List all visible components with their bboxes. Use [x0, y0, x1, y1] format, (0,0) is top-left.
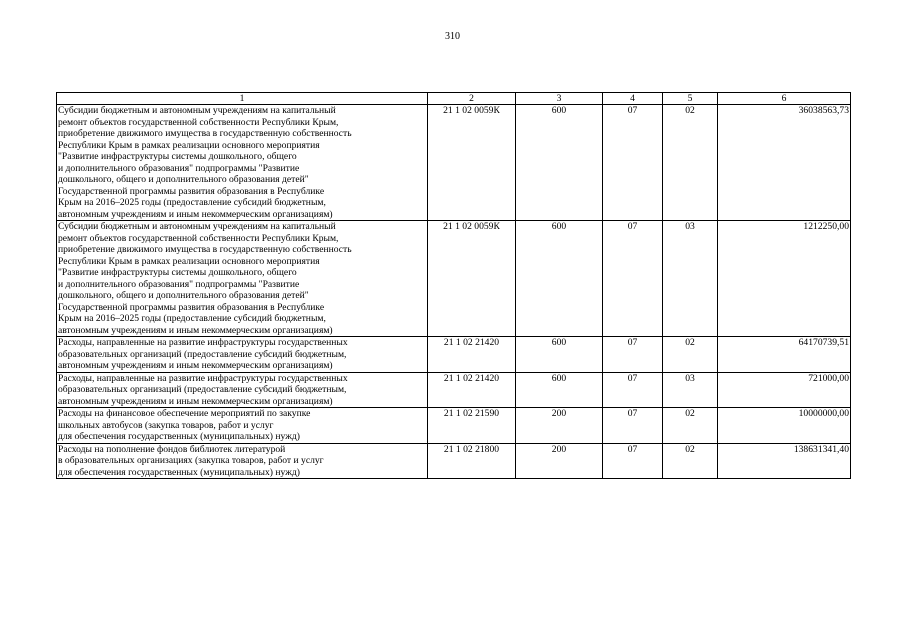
description-line: "Развитие инфраструктуры системы дошкольного, общего [58, 151, 297, 162]
row-section: 07 [627, 372, 638, 384]
row-subsection: 03 [685, 372, 695, 384]
row-section-cell [603, 372, 663, 408]
description-line: Крым на 2016–2025 годы (предоставление субсидий бюджетным, [58, 313, 326, 324]
column-header-2: 2 [428, 93, 516, 105]
row-section: 07 [627, 337, 638, 348]
row-description [57, 372, 428, 408]
row-expense-type-cell [516, 408, 603, 444]
description-line: Государственной программы развития образования в Республике [58, 185, 325, 197]
table-row [57, 105, 851, 221]
row-amount: 36038563,73 [718, 105, 851, 221]
row-subsection: 03 [685, 221, 695, 232]
row-code: 21 1 02 21420 [443, 372, 500, 384]
description-line: Субсидии бюджетным и автономным учреждениям на капитальный [58, 221, 336, 232]
row-subsection-cell [663, 408, 718, 444]
row-section-cell [603, 221, 663, 337]
description-line: дошкольного, общего и дополнительного образования детей" [58, 174, 309, 185]
description-line: Государственной программы развития образования в Республике [58, 301, 325, 313]
budget-table [56, 92, 851, 479]
table-row [57, 337, 851, 373]
row-code: 21 1 02 21590 [443, 408, 500, 419]
row-subsection-cell [663, 443, 718, 479]
description-line: "Развитие инфраструктуры системы дошкольного, общего [58, 267, 297, 278]
row-description [57, 221, 428, 337]
description-line: и дополнительного образования" подпрограммы "Развитие [58, 162, 300, 174]
description-line: автономным учреждениям и иным некоммерческим организациям) [58, 208, 333, 220]
row-description [57, 443, 428, 479]
row-code: 21 1 02 0059К [443, 105, 500, 116]
row-code: 21 1 02 21800 [443, 443, 500, 455]
row-expense-type-cell [516, 443, 603, 479]
row-code-cell [428, 372, 516, 408]
column-header-3: 3 [516, 93, 603, 105]
description-line: автономным учреждениям и иным некоммерческим организациям) [58, 360, 333, 371]
row-subsection-cell [663, 105, 718, 221]
row-code: 21 1 02 21420 [443, 337, 500, 348]
table-header [57, 93, 851, 105]
description-line: Расходы на пополнение фондов библиотек литературой [58, 443, 286, 455]
row-expense-type: 600 [551, 105, 567, 116]
description-line: в образовательных организациях (закупка товаров, работ и услуг [58, 455, 324, 466]
row-expense-type-cell [516, 105, 603, 221]
column-header-1: 1 [57, 93, 428, 105]
column-header-5: 5 [663, 93, 718, 105]
table-body [57, 105, 851, 479]
row-section-cell [603, 337, 663, 373]
description-line: Расходы на финансовое обеспечение мероприятий по закупке [58, 408, 311, 419]
row-code: 21 1 02 0059К [443, 221, 500, 232]
description-line: школьных автобусов (закупка товаров, работ и услуг [58, 419, 274, 431]
row-expense-type-cell [516, 337, 603, 373]
description-line: автономным учреждениям и иным некоммерческим организациям) [58, 395, 333, 407]
description-line: автономным учреждениям и иным некоммерческим организациям) [58, 324, 333, 336]
column-header-4: 4 [603, 93, 663, 105]
column-header-6: 6 [718, 93, 851, 105]
description-line: и дополнительного образования" подпрограммы "Развитие [58, 278, 300, 290]
row-amount: 721000,00 [718, 372, 851, 408]
header-row [57, 93, 851, 105]
description-line: образовательных организаций (предоставление субсидий бюджетным, [58, 348, 347, 360]
description-line: образовательных организаций (предоставление субсидий бюджетным, [58, 384, 347, 395]
description-line: дошкольного, общего и дополнительного образования детей" [58, 290, 309, 301]
row-amount: 64170739,51 [718, 337, 851, 373]
row-section-cell [603, 408, 663, 444]
row-subsection: 02 [685, 105, 695, 116]
row-expense-type: 600 [551, 221, 567, 232]
row-expense-type-cell [516, 221, 603, 337]
description-line: Расходы, направленные на развитие инфраструктуры государственных [58, 337, 348, 348]
row-section-cell [603, 443, 663, 479]
row-expense-type: 600 [551, 337, 567, 348]
row-code-cell [428, 337, 516, 373]
row-amount: 1212250,00 [718, 221, 851, 337]
description-line: Крым на 2016–2025 годы (предоставление субсидий бюджетным, [58, 197, 326, 208]
description-line: для обеспечения государственных (муниципальных) нужд) [58, 466, 300, 478]
description-line: ремонт объектов государственной собственности Республики Крым, [58, 232, 339, 244]
row-subsection-cell [663, 221, 718, 337]
row-subsection: 02 [685, 408, 695, 419]
description-line: Республики Крым в рамках реализации основного мероприятия [58, 255, 320, 267]
table-row [57, 221, 851, 337]
description-line: приобретение движимого имущества в государственную собственность [58, 128, 352, 139]
row-subsection-cell [663, 337, 718, 373]
description-line: Республики Крым в рамках реализации основного мероприятия [58, 139, 320, 151]
row-subsection: 02 [685, 443, 695, 455]
description-line: Расходы, направленные на развитие инфраструктуры государственных [58, 372, 348, 384]
row-expense-type-cell [516, 372, 603, 408]
description-line: приобретение движимого имущества в государственную собственность [58, 244, 352, 255]
row-section: 07 [627, 105, 638, 116]
row-description [57, 408, 428, 444]
row-description [57, 105, 428, 221]
row-amount: 10000000,00 [718, 408, 851, 444]
row-section-cell [603, 105, 663, 221]
row-expense-type: 600 [551, 372, 567, 384]
row-code-cell [428, 408, 516, 444]
row-expense-type: 200 [551, 443, 567, 455]
row-code-cell [428, 105, 516, 221]
row-subsection-cell [663, 372, 718, 408]
row-amount: 138631341,40 [718, 443, 851, 479]
row-section: 07 [627, 443, 638, 455]
row-code-cell [428, 443, 516, 479]
description-line: ремонт объектов государственной собственности Республики Крым, [58, 116, 339, 128]
table-row [57, 408, 851, 444]
description-line: Субсидии бюджетным и автономным учреждениям на капитальный [58, 105, 336, 116]
description-line: для обеспечения государственных (муниципальных) нужд) [58, 431, 300, 442]
page-number: 310 [445, 31, 460, 42]
table-row [57, 372, 851, 408]
row-expense-type: 200 [551, 408, 567, 419]
row-description [57, 337, 428, 373]
row-subsection: 02 [685, 337, 695, 348]
table-row [57, 443, 851, 479]
row-section: 07 [627, 221, 638, 232]
row-section: 07 [627, 408, 638, 419]
row-code-cell [428, 221, 516, 337]
